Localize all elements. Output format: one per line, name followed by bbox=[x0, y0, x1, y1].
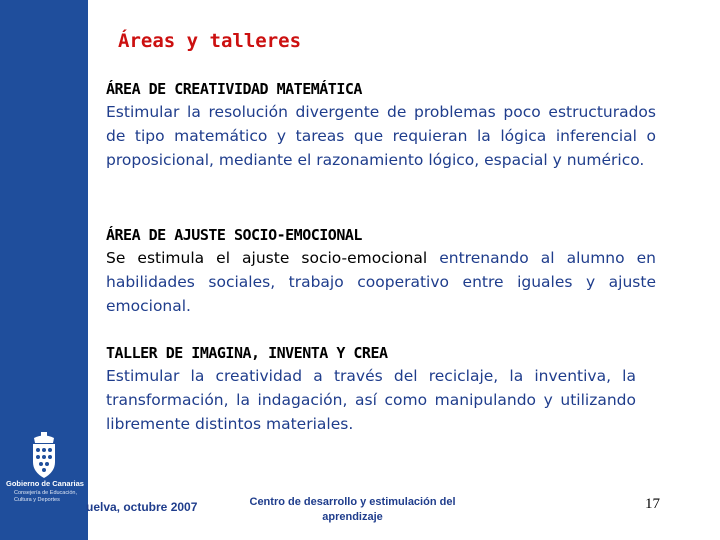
slide-title: Áreas y talleres bbox=[118, 30, 302, 52]
section-heading: ÁREA DE CREATIVIDAD MATEMÁTICA bbox=[106, 80, 362, 98]
footer-date: uelva, octubre 2007 bbox=[86, 500, 198, 514]
section-body bbox=[106, 246, 656, 318]
section-body: Estimular la creatividad a través del reciclaje, la inventiva, la transformación, la indagación, así como manipulando y utilizando libremente distintos materiales. bbox=[106, 367, 636, 433]
page-number: 17 bbox=[645, 496, 660, 512]
sidebar bbox=[0, 0, 88, 540]
section-body: Estimular la resolución divergente de problemas poco estructurados de tipo matemático y tareas que requieran la lógica inferencial o proposicional, mediante el razonamiento lógico, espacial y numérico. bbox=[106, 103, 656, 169]
section-body-rest: entrenando al alumno en habilidades sociales, trabajo cooperativo entre iguales y ajuste emocional. bbox=[106, 249, 657, 315]
footer-center-text: Centro de desarrollo y estimulación del aprendizaje bbox=[249, 496, 456, 523]
canarias-crest-icon bbox=[26, 432, 62, 480]
section-taller-imagina bbox=[106, 344, 636, 436]
section-creatividad-matematica bbox=[106, 80, 656, 172]
section-heading: TALLER DE IMAGINA, INVENTA Y CREA bbox=[106, 344, 388, 362]
section-ajuste-socio-emocional bbox=[106, 226, 656, 318]
section-body-intro: Se estimula el ajuste socio-emocional bbox=[106, 249, 440, 267]
department-name: Consejería de Educación, Cultura y Deportes bbox=[14, 490, 77, 503]
section-heading: ÁREA DE AJUSTE SOCIO-EMOCIONAL bbox=[106, 226, 362, 244]
government-name: Gobierno de Canarias bbox=[6, 479, 84, 488]
